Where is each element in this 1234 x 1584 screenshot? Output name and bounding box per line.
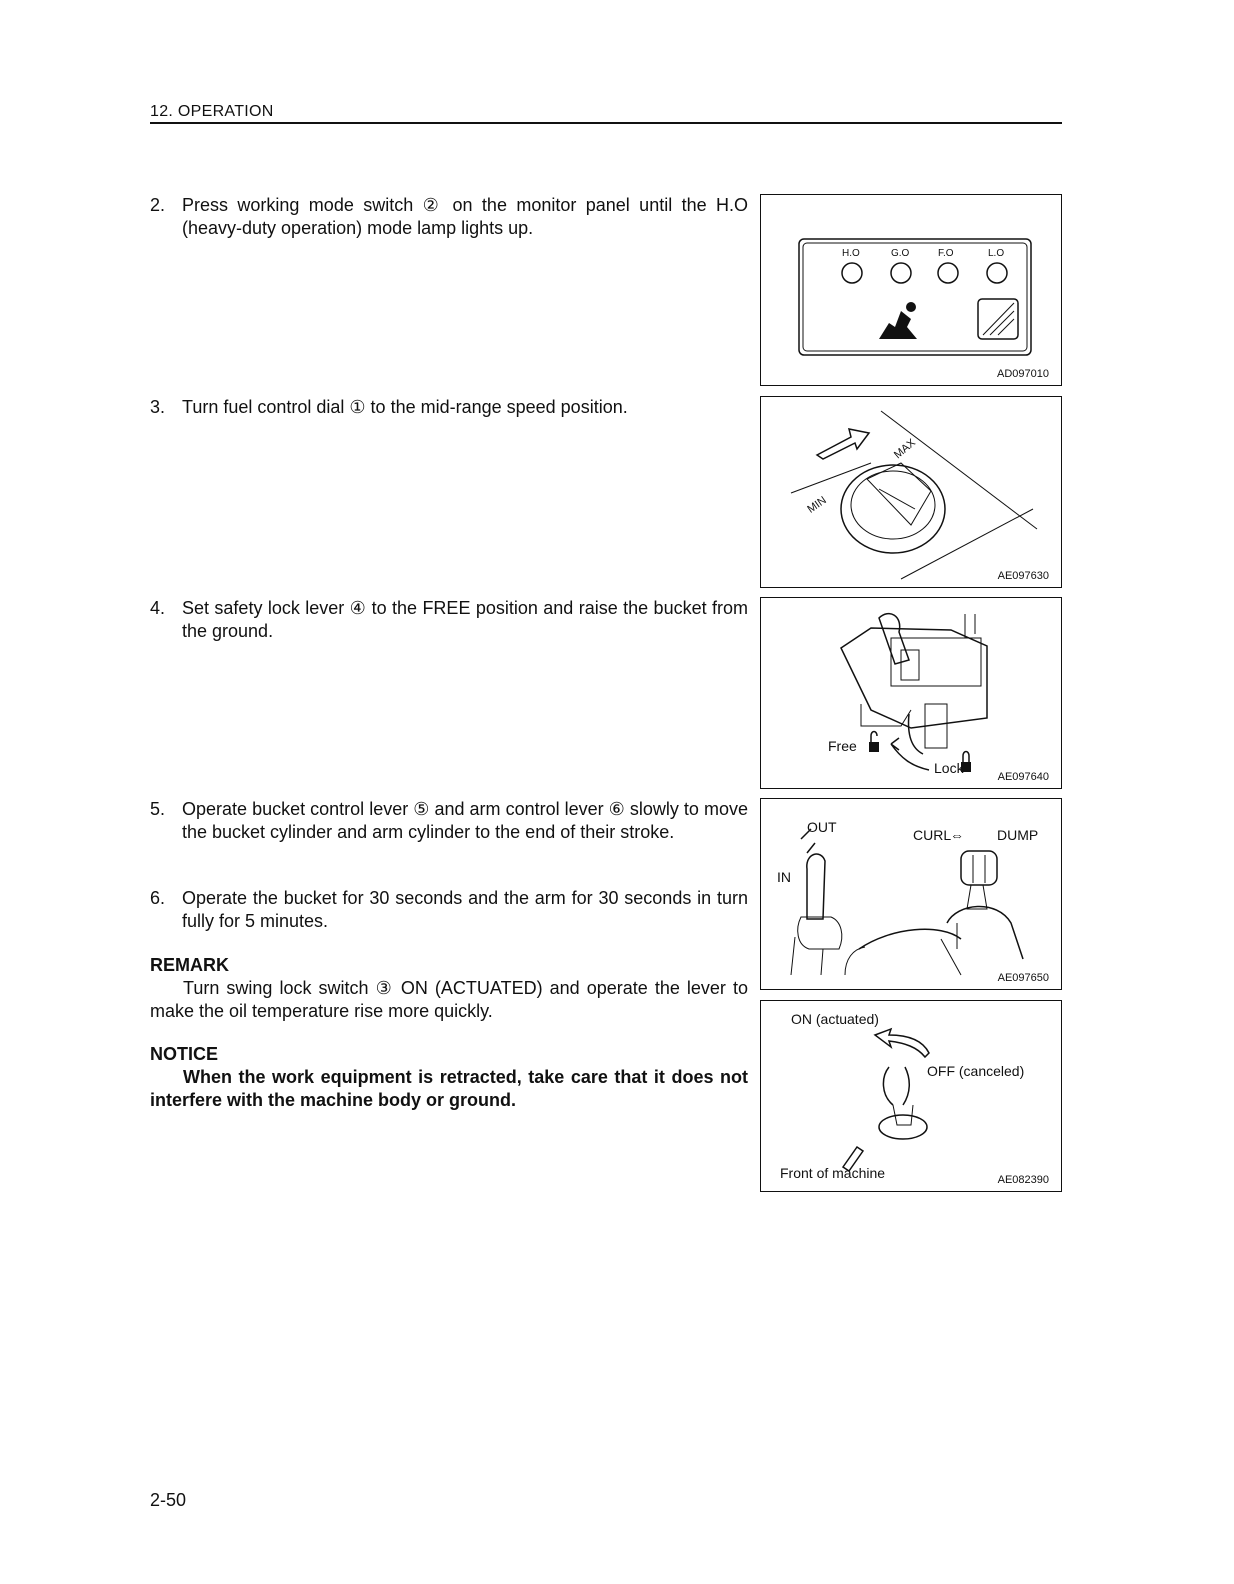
step-3	[150, 396, 748, 419]
double-arrow-icon: ⇔	[950, 827, 964, 843]
front-of-machine-label: Front of machine	[780, 1165, 886, 1181]
header-rule	[150, 122, 1062, 124]
figure-code: AD097010	[997, 368, 1049, 380]
lamp-label-fo: F.O	[938, 248, 954, 259]
step-text: Press working mode switch ② on the monitor panel until the H.O (heavy-duty operation) mode lamp lights up.	[182, 195, 748, 238]
step-2	[150, 194, 748, 240]
step-text: Turn fuel control dial ① to the mid-range speed position.	[182, 397, 628, 417]
step-6	[150, 887, 748, 933]
step-5	[150, 798, 748, 844]
bucket-curl-label: CURL	[913, 827, 952, 843]
mode-panel-drawing	[761, 195, 1063, 387]
figure-code: AE082390	[997, 1174, 1049, 1186]
step-number: 6.	[150, 888, 166, 908]
mode-panel-figure	[760, 194, 1062, 386]
step-number: 2.	[150, 195, 166, 215]
dial-max-label: MAX	[891, 436, 918, 462]
step-text: Operate bucket control lever ⑤ and arm control lever ⑥ slowly to move the bucket cylinder and arm cylinder to the end of their stroke.	[182, 799, 748, 842]
lamp-label-ho: H.O	[842, 248, 860, 259]
lamp-label-lo: L.O	[988, 248, 1005, 259]
step-number: 4.	[150, 598, 166, 618]
fuel-dial-figure	[760, 396, 1062, 588]
step-text: Set safety lock lever ④ to the FREE position and raise the bucket from the ground.	[182, 598, 748, 641]
notice-text: When the work equipment is retracted, take care that it does not interfere with the machine body or ground.	[150, 1067, 748, 1110]
remark-heading: REMARK	[150, 955, 229, 975]
control-levers-figure	[760, 798, 1062, 990]
remark-text: Turn swing lock switch ③ ON (ACTUATED) and operate the lever to make the oil temperature rise more quickly.	[150, 978, 748, 1021]
fuel-dial-drawing	[761, 397, 1063, 589]
lamp-label-go: G.O	[891, 248, 910, 259]
switch-on-label: ON (actuated)	[791, 1011, 879, 1027]
arm-in-label: IN	[777, 869, 791, 885]
page-number: 2-50	[150, 1490, 187, 1510]
step-text: Operate the bucket for 30 seconds and the arm for 30 seconds in turn fully for 5 minutes.	[182, 888, 748, 931]
step-number: 3.	[150, 397, 166, 417]
lock-lever-figure	[760, 597, 1062, 789]
figure-code: AE097630	[997, 570, 1049, 582]
figure-code: AE097640	[997, 771, 1049, 783]
switch-off-label: OFF (canceled)	[927, 1063, 1025, 1079]
swing-lock-figure	[760, 1000, 1062, 1192]
lever-lock-label: Lock	[934, 760, 964, 776]
arm-out-label: OUT	[807, 819, 837, 835]
section-header: 12. OPERATION	[150, 103, 274, 120]
bucket-dump-label: DUMP	[997, 827, 1039, 843]
dial-min-label: MIN	[805, 494, 829, 516]
step-number: 5.	[150, 799, 166, 819]
figure-code: AE097650	[997, 972, 1049, 984]
lever-free-label: Free	[828, 738, 857, 754]
notice-heading: NOTICE	[150, 1044, 219, 1064]
lock-lever-drawing	[761, 598, 1063, 790]
step-4	[150, 597, 748, 643]
